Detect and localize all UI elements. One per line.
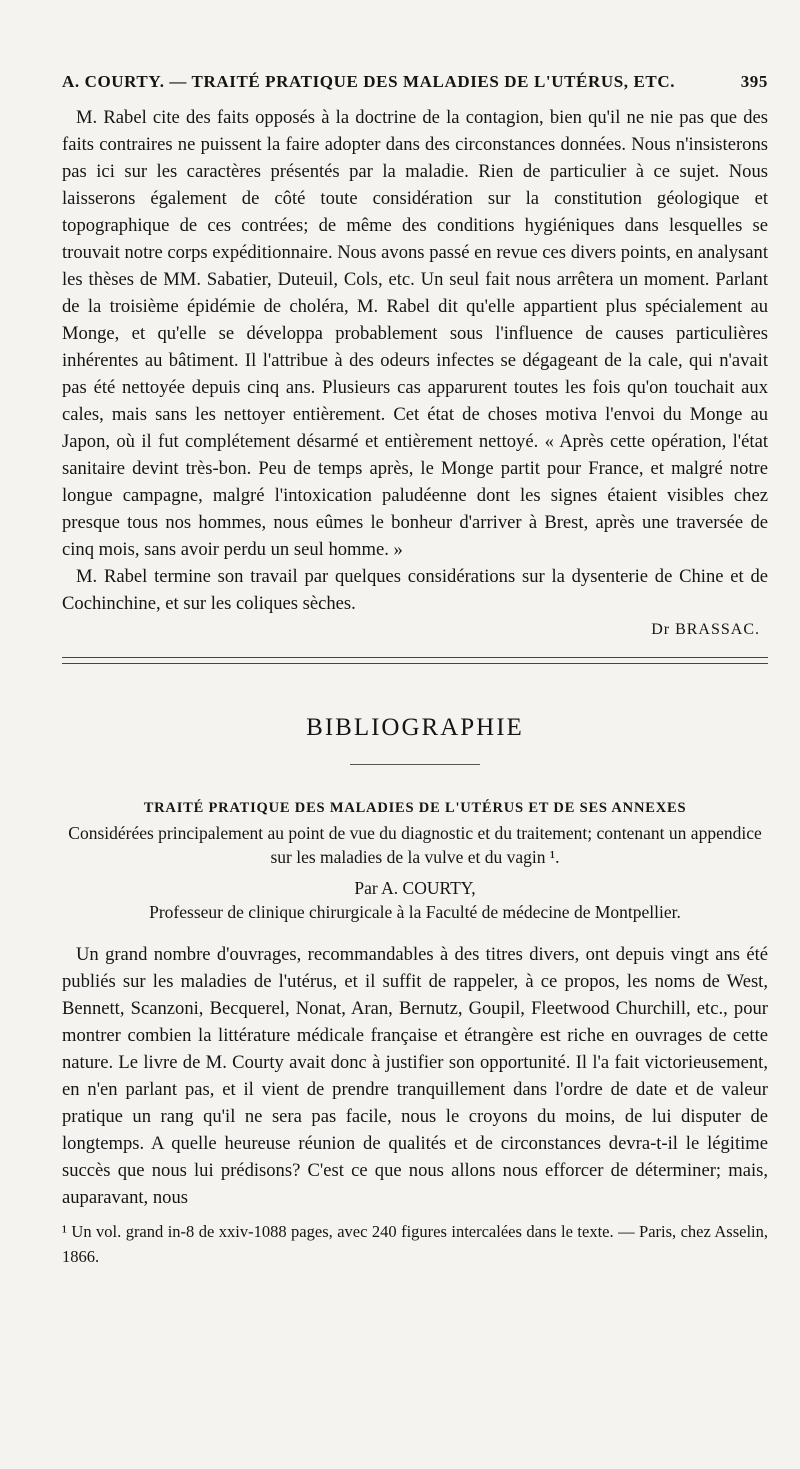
review-paragraph-2: M. Rabel termine son travail par quelques considérations sur la dysenterie de Chine et de Cochinchine, et sur les coliques sèches. bbox=[62, 566, 768, 614]
page-number: 395 bbox=[740, 72, 768, 91]
running-head bbox=[62, 72, 768, 92]
short-rule-divider bbox=[350, 764, 480, 765]
double-rule-divider bbox=[62, 657, 768, 664]
running-title: A. COURTY. — TRAITÉ PRATIQUE DES MALADIES DE L'UTÉRUS, ETC. bbox=[62, 72, 676, 91]
book-title: TRAITÉ PRATIQUE DES MALADIES DE L'UTÉRUS ET DE SES ANNEXES bbox=[143, 800, 687, 816]
review-paragraph-1: M. Rabel cite des faits opposés à la doctrine de la contagion, bien qu'il ne nie pas que des faits contraires ne puissent la faire adopter dans des circonstances données. Nous n'insisterons pas ici sur les caractères présentés par la maladie. Rien de particulier à ce sujet. Nous laisserons également de côté toute considération sur la constitution géologique et topographique de ces contrées; de même des conditions hygiéniques dans lesquelles se trouvait notre corps expéditionnaire. Nous avons passé en revue ces divers points, en analysant les thèses de MM. Sabatier, Duteuil, Cols, etc. Un seul fait nous arrêtera un moment. Parlant de la troisième épidémie de choléra, M. Rabel dit qu'elle appartient plus spécialement au Monge, et qu'elle se développa probablement sous l'influence de causes particulières inhérentes au bâtiment. Il l'attribue à des odeurs infectes se dégageant de la cale, qui n'avait pas été nettoyée depuis cinq ans. Plusieurs cas apparurent toutes les fois qu'on touchait aux cales, mais sans les nettoyer entièrement. Cet état de choses motiva l'envoi du Monge au Japon, où il fut complétement désarmé et entièrement nettoyé. « Après cette opération, l'état sanitaire devint très-bon. Peu de temps après, le Monge partit pour France, et malgré notre longue campagne, malgré l'intoxication paludéenne dont les signes étaient visibles chez presque tous nos hommes, nous eûmes le bonheur d'arriver à Brest, après une traversée de cinq mois, sans avoir perdu un seul homme. » bbox=[62, 107, 768, 560]
book-subtitle: Considérées principalement au point de vue du diagnostic et du traitement; contenant un appendice sur les maladies de la vulve et du vagin ¹. bbox=[68, 823, 762, 867]
footnote: ¹ Un vol. grand in-8 de xxiv-1088 pages, avec 240 figures intercalées dans le texte. — Paris, chez Asselin, 1866. bbox=[62, 1222, 768, 1266]
section-title: BIBLIOGRAPHIE bbox=[306, 714, 524, 741]
page bbox=[62, 72, 768, 1269]
author-role: Professeur de clinique chirurgicale à la Faculté de médecine de Montpellier. bbox=[149, 902, 681, 922]
bibliography-body: Un grand nombre d'ouvrages, recommandables à des titres divers, ont depuis vingt ans été publiés sur les maladies de l'utérus, et il suffit de rappeler, à ce propos, les noms de West, Bennett, Scanzoni, Becquerel, Nonat, Aran, Bernutz, Goupil, Fleetwood Churchill, etc., pour montrer combien la littérature médicale française et étrangère est riche en ouvrages de cette nature. Le livre de M. Courty avait donc à justifier son opportunité. Il l'a fait victorieusement, en n'en parlant pas, et il vient de prendre tranquillement dans l'ordre de date et de valeur pratique un rang qu'il ne sera pas facile, nous le croyons du moins, de lui disputer de longtemps. A quelle heureuse réunion de qualités et de circonstances devra-t-il le légitime succès que nous lui prédisons? C'est ce que nous allons nous efforcer de déterminer; mais, auparavant, nous bbox=[62, 944, 768, 1208]
author-line: Par A. COURTY, bbox=[354, 878, 476, 898]
signature: Dr BRASSAC. bbox=[651, 621, 760, 638]
